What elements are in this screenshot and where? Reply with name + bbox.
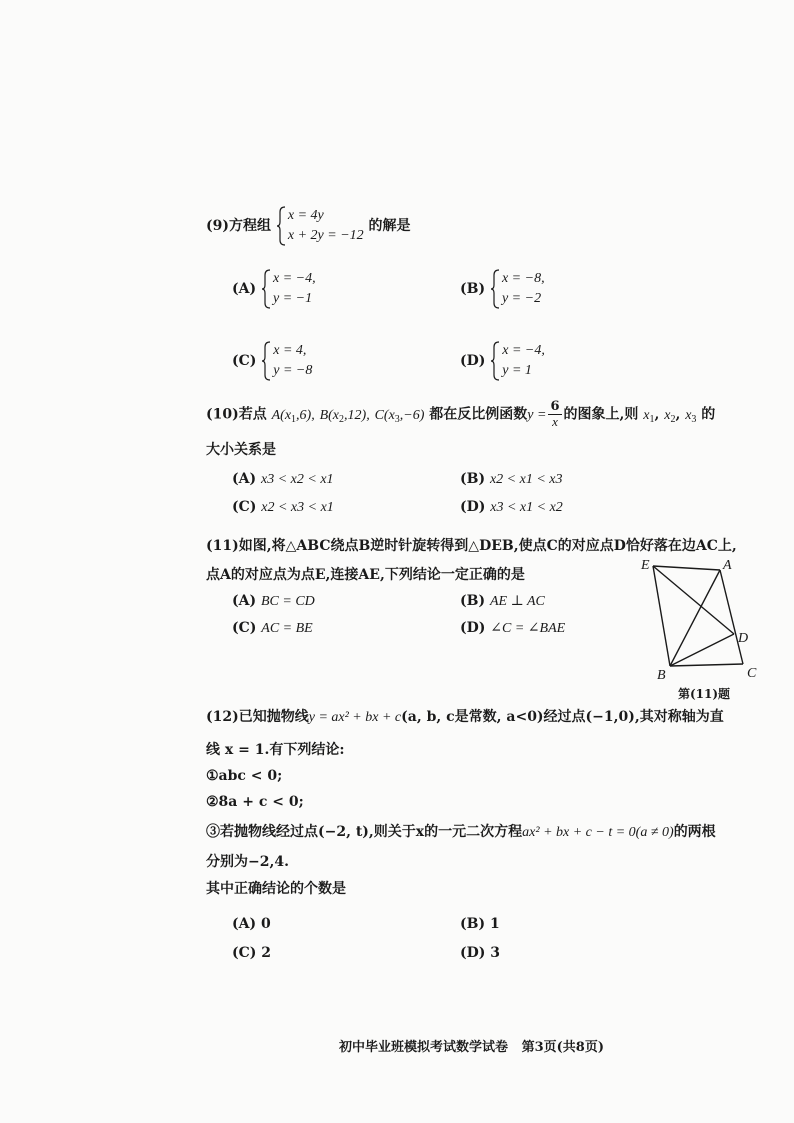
label-b: B bbox=[657, 668, 666, 682]
option-label: (B) bbox=[460, 916, 486, 932]
option-expr: AC = BE bbox=[261, 621, 313, 636]
option-label: (C) bbox=[232, 353, 257, 369]
point-b: $B(x_2,12)$, bbox=[319, 407, 370, 425]
q9-label: (9)方程组 bbox=[206, 218, 271, 234]
footer-title: 初中毕业班模拟考试数学试卷 bbox=[339, 1040, 509, 1055]
option-system bbox=[261, 341, 312, 381]
option-line: y = −2 bbox=[501, 291, 542, 306]
q12-line-1-b: (a, b, c是常数, a<0)经过点(−1,0),其对称轴为直 bbox=[401, 709, 724, 725]
var-text: x bbox=[643, 407, 650, 423]
q12-option-c[interactable] bbox=[232, 943, 271, 963]
brace-icon bbox=[261, 341, 271, 381]
q9-tail: 的解是 bbox=[368, 218, 411, 234]
fraction-denominator: x bbox=[552, 414, 558, 429]
q10-option-a[interactable] bbox=[232, 469, 334, 490]
option-label: (B) bbox=[460, 593, 486, 609]
option-label: (D) bbox=[460, 945, 486, 961]
var-text: x bbox=[685, 407, 692, 423]
q10-label: (10)若点 bbox=[206, 406, 267, 423]
q11-option-c[interactable] bbox=[232, 618, 313, 639]
option-expr: x3 < x2 < x1 bbox=[261, 472, 334, 487]
q11-option-d[interactable] bbox=[460, 618, 565, 639]
q9-option-a[interactable] bbox=[232, 269, 316, 309]
label-e: E bbox=[641, 558, 650, 573]
point-b-text: B(x bbox=[319, 407, 340, 423]
fraction-numerator: 6 bbox=[550, 399, 560, 414]
option-label: (D) bbox=[460, 620, 486, 636]
q9-option-c[interactable] bbox=[232, 341, 312, 381]
brace-icon bbox=[276, 206, 286, 246]
point-a: $A(x_1,6)$, bbox=[271, 407, 315, 425]
q12-conclusion-3 bbox=[206, 822, 716, 843]
question-10: (10)若点 $A(x_1,6)$, $B(x_2,12)$, $C(x_3,-6)$ 都在反比例函数y = $\frac{6}{x}$ 的图象上,则 $x_1$, $x_2$, $x_3$ 的 bbox=[206, 399, 716, 429]
option-label: (C) bbox=[232, 499, 257, 515]
q12-equation: y = ax² + bx + c bbox=[308, 710, 402, 725]
q11-figure bbox=[630, 552, 770, 682]
q10-tail: 的 bbox=[701, 406, 716, 423]
q10-line-2: 大小关系是 bbox=[206, 442, 276, 458]
var-x3: $x_3$ bbox=[685, 407, 697, 425]
option-system bbox=[490, 341, 545, 381]
q12-option-d[interactable] bbox=[460, 943, 500, 963]
q11-line-2: 点A的对应点为点E,连接AE,下列结论一定正确的是 bbox=[206, 567, 525, 583]
q11-option-a[interactable] bbox=[232, 591, 315, 612]
q12-line-1 bbox=[206, 707, 724, 728]
label-a: A bbox=[723, 558, 732, 573]
segment-bc bbox=[670, 664, 743, 666]
option-label: (A) bbox=[232, 471, 257, 487]
option-line: x = 4, bbox=[273, 343, 307, 358]
option-expr: x3 < x1 < x2 bbox=[490, 500, 563, 515]
q12-c3-a: ③若抛物线经过点(−2, t),则关于x的一元二次方程 bbox=[206, 824, 523, 840]
option-label: (A) bbox=[232, 281, 257, 297]
segment-eb bbox=[653, 566, 670, 666]
option-line: y = −8 bbox=[273, 363, 313, 378]
footer-page-number: 第3页(共8页) bbox=[521, 1040, 604, 1055]
q9-option-b[interactable] bbox=[460, 269, 545, 309]
q12-c3-b: 的两根 bbox=[673, 824, 716, 840]
option-label: (B) bbox=[460, 471, 486, 487]
option-label: (A) bbox=[232, 593, 257, 609]
point-a-text-2: ,6), bbox=[296, 407, 315, 423]
q10-option-d[interactable] bbox=[460, 497, 563, 518]
point-c-text: C(x bbox=[374, 407, 395, 423]
brace-icon bbox=[490, 341, 500, 381]
option-value: 2 bbox=[261, 945, 272, 961]
point-c: $C(x_3,-6)$ bbox=[374, 407, 425, 425]
option-expr: AE ⊥ AC bbox=[489, 594, 545, 609]
q11-figure-caption: 第(11)题 bbox=[678, 687, 731, 701]
q12-conclusion-1: ①abc < 0; bbox=[206, 768, 283, 784]
q12-conclusion-3-line-2: 分别为−2,4. bbox=[206, 854, 289, 870]
q9-system bbox=[276, 206, 364, 246]
question-9 bbox=[206, 206, 411, 246]
q12-line-1-a: (12)已知抛物线 bbox=[206, 709, 309, 725]
option-expr: x2 < x3 < x1 bbox=[261, 500, 334, 515]
q10-option-b[interactable] bbox=[460, 469, 563, 490]
q11-option-b[interactable] bbox=[460, 591, 545, 612]
option-value: 3 bbox=[490, 945, 501, 961]
option-label: (C) bbox=[232, 945, 257, 961]
segment-ac bbox=[720, 570, 743, 664]
option-label: (C) bbox=[232, 620, 257, 636]
var-x2: $x_2$ bbox=[664, 407, 676, 425]
func-lhs: y = bbox=[527, 407, 547, 423]
q9-option-d[interactable] bbox=[460, 341, 545, 381]
fraction bbox=[548, 400, 561, 429]
label-c: C bbox=[747, 666, 757, 681]
option-value: 1 bbox=[489, 916, 500, 932]
option-value: 0 bbox=[261, 916, 271, 932]
option-system bbox=[261, 269, 316, 309]
q12-conclusion-2: ②8a + c < 0; bbox=[206, 794, 304, 810]
q10-option-c[interactable] bbox=[232, 497, 334, 518]
segment-ea bbox=[653, 566, 720, 570]
option-label: (B) bbox=[460, 281, 486, 297]
var-text: x bbox=[664, 407, 671, 423]
option-label: (D) bbox=[460, 499, 486, 515]
segment-bd bbox=[670, 634, 734, 666]
page-footer bbox=[339, 1036, 604, 1055]
point-b-text-2: ,12), bbox=[344, 407, 370, 423]
option-line: x = −4, bbox=[273, 271, 316, 286]
point-c-text-2: ,−6) bbox=[399, 407, 425, 423]
brace-icon bbox=[261, 269, 271, 309]
segment-ba bbox=[670, 570, 720, 666]
q9-eq-2: x + 2y = −12 bbox=[287, 228, 364, 243]
option-line: y = 1 bbox=[502, 363, 532, 378]
label-d: D bbox=[738, 631, 749, 646]
q12-option-a[interactable] bbox=[232, 914, 271, 934]
var-x1: $x_1$ bbox=[643, 407, 655, 425]
option-expr: ∠C = ∠BAE bbox=[490, 621, 566, 636]
option-line: y = −1 bbox=[273, 291, 313, 306]
option-line: x = −4, bbox=[502, 343, 545, 358]
option-line: x = −8, bbox=[501, 271, 545, 286]
option-expr: BC = CD bbox=[261, 594, 315, 609]
brace-icon bbox=[490, 269, 500, 309]
q12-option-b[interactable] bbox=[460, 914, 500, 934]
q11-line-1: (11)如图,将△ABC绕点B逆时针旋转得到△DEB,使点C的对应点D恰好落在边AC上, bbox=[206, 538, 737, 554]
q12-ask: 其中正确结论的个数是 bbox=[206, 881, 346, 897]
q12-c3-equation: ax² + bx + c − t = 0(a ≠ 0) bbox=[522, 825, 674, 840]
option-expr: x2 < x1 < x3 bbox=[489, 472, 563, 487]
q12-line-2: 线 x = 1.有下列结论: bbox=[206, 742, 345, 758]
point-a-text: A(x bbox=[271, 407, 292, 423]
option-label: (D) bbox=[460, 353, 486, 369]
option-system bbox=[490, 269, 545, 309]
q10-mid: 都在反比例函数 bbox=[429, 406, 528, 423]
q10-mid2: 的图象上,则 bbox=[563, 406, 639, 423]
option-label: (A) bbox=[232, 916, 257, 932]
q9-eq-1: x = 4y bbox=[287, 208, 324, 223]
